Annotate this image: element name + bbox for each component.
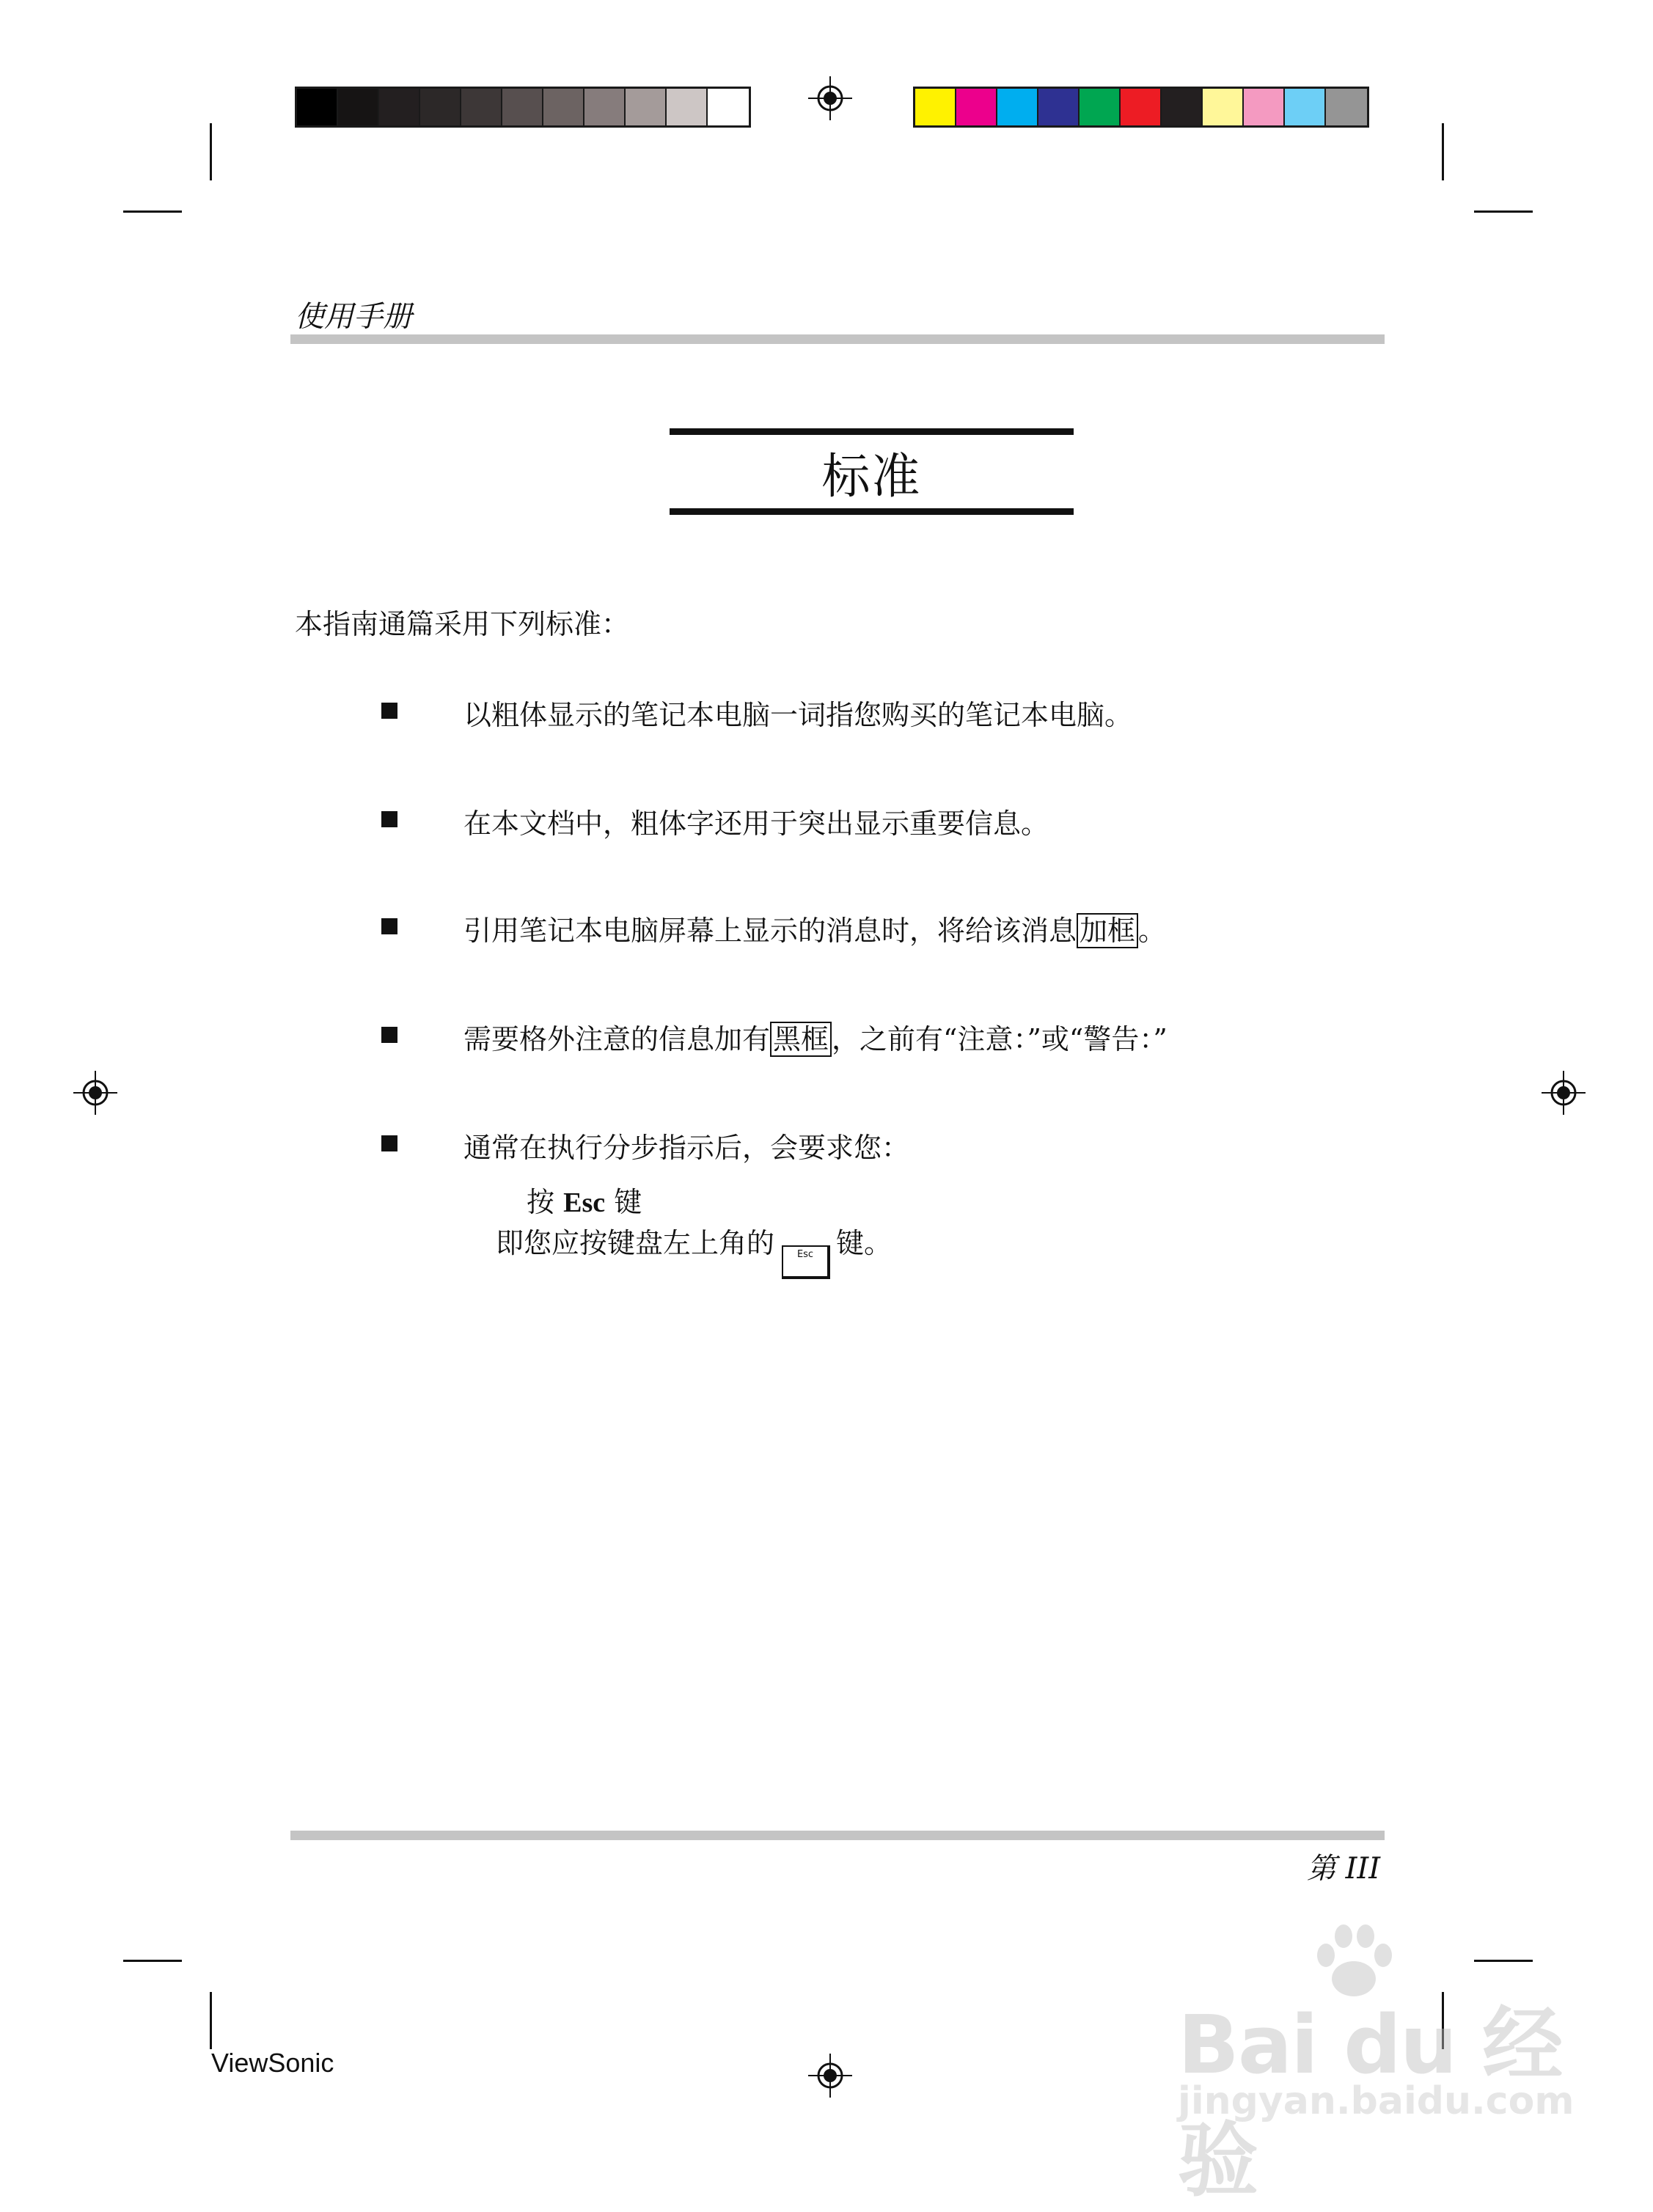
crop-mark — [1474, 210, 1533, 213]
calibration-swatch — [461, 89, 502, 125]
calibration-swatch — [1203, 89, 1244, 125]
calibration-swatch — [1244, 89, 1285, 125]
calibration-swatch — [543, 89, 584, 125]
baidu-jingyan-watermark — [1170, 1922, 1640, 2208]
section-title: 标准 — [821, 447, 922, 505]
crop-mark — [1442, 123, 1444, 180]
esc-description — [496, 1220, 892, 1279]
crop-mark — [123, 1960, 182, 1962]
calibration-swatch — [584, 89, 626, 125]
calibration-swatch — [956, 89, 997, 125]
registration-mark-icon — [1542, 1071, 1586, 1115]
esc-instruction — [527, 1179, 642, 1220]
calibration-swatch — [1121, 89, 1162, 125]
list-item — [463, 908, 1166, 948]
intro-paragraph: 本指南通篇采用下列标准： — [295, 608, 630, 640]
calibration-swatch — [667, 89, 708, 125]
calibration-swatch — [1038, 89, 1080, 125]
calibration-swatch — [297, 89, 338, 125]
list-item-text: 引用笔记本电脑屏幕上显示的消息时，将给该消息 — [463, 915, 1077, 947]
calibration-swatch — [626, 89, 667, 125]
registration-mark-icon — [808, 76, 852, 120]
esc-key-bold: Esc — [563, 1187, 606, 1218]
crop-mark — [210, 123, 212, 180]
footer-rule — [290, 1831, 1385, 1840]
calibration-swatch — [1162, 89, 1203, 125]
bullet-square-icon — [381, 1027, 397, 1043]
registration-mark-icon — [73, 1071, 117, 1115]
crop-mark — [210, 1992, 212, 2049]
bullet-square-icon — [381, 811, 397, 827]
calibration-swatch — [502, 89, 543, 125]
bullet-square-icon — [381, 1135, 397, 1151]
registration-mark-icon — [808, 2054, 852, 2098]
grayscale-calibration-bar — [295, 87, 751, 128]
calibration-swatch — [1285, 89, 1326, 125]
calibration-swatch — [379, 89, 420, 125]
list-item-text: ，之前有“注意：”或“警告：” — [832, 1023, 1168, 1055]
page-number: 第 III — [1306, 1852, 1380, 1886]
boxed-text-example: 黑框 — [770, 1022, 832, 1057]
list-item-text: 需要格外注意的信息加有 — [463, 1023, 771, 1055]
esc-description-text: 键。 — [836, 1227, 893, 1259]
boxed-text-example: 加框 — [1077, 913, 1138, 948]
watermark-site-text: jingyan.baidu.com — [1178, 2079, 1575, 2123]
header-rule — [290, 334, 1385, 344]
esc-key-word: 键 — [614, 1186, 642, 1218]
section-title-box — [670, 428, 1074, 515]
bullet-square-icon — [381, 918, 397, 934]
crop-mark — [123, 210, 182, 213]
esc-description-text: 即您应按键盘左上角的 — [496, 1227, 775, 1259]
calibration-swatch — [997, 89, 1038, 125]
list-item-text: 。 — [1138, 915, 1167, 947]
calibration-swatch — [708, 89, 749, 125]
calibration-swatch — [915, 89, 956, 125]
calibration-swatch — [338, 89, 379, 125]
list-item: 以粗体显示的笔记本电脑一词指您购买的笔记本电脑。 — [463, 699, 1133, 731]
calibration-swatch — [1080, 89, 1121, 125]
esc-press-label: 按 — [527, 1186, 555, 1218]
list-item: 通常在执行分步指示后，会要求您： — [463, 1132, 910, 1164]
list-item: 在本文档中，粗体字还用于突出显示重要信息。 — [463, 807, 1049, 840]
color-calibration-bar — [913, 87, 1369, 128]
bullet-square-icon — [381, 703, 397, 719]
list-item — [463, 1017, 1168, 1057]
calibration-swatch — [420, 89, 461, 125]
running-header-title: 使用手册 — [295, 300, 412, 334]
brand-name: ViewSonic — [211, 2048, 334, 2078]
esc-key-icon: Esc — [782, 1245, 830, 1279]
watermark-logo-text: Bai du 经验 — [1178, 1998, 1562, 2208]
calibration-swatch — [1326, 89, 1367, 125]
